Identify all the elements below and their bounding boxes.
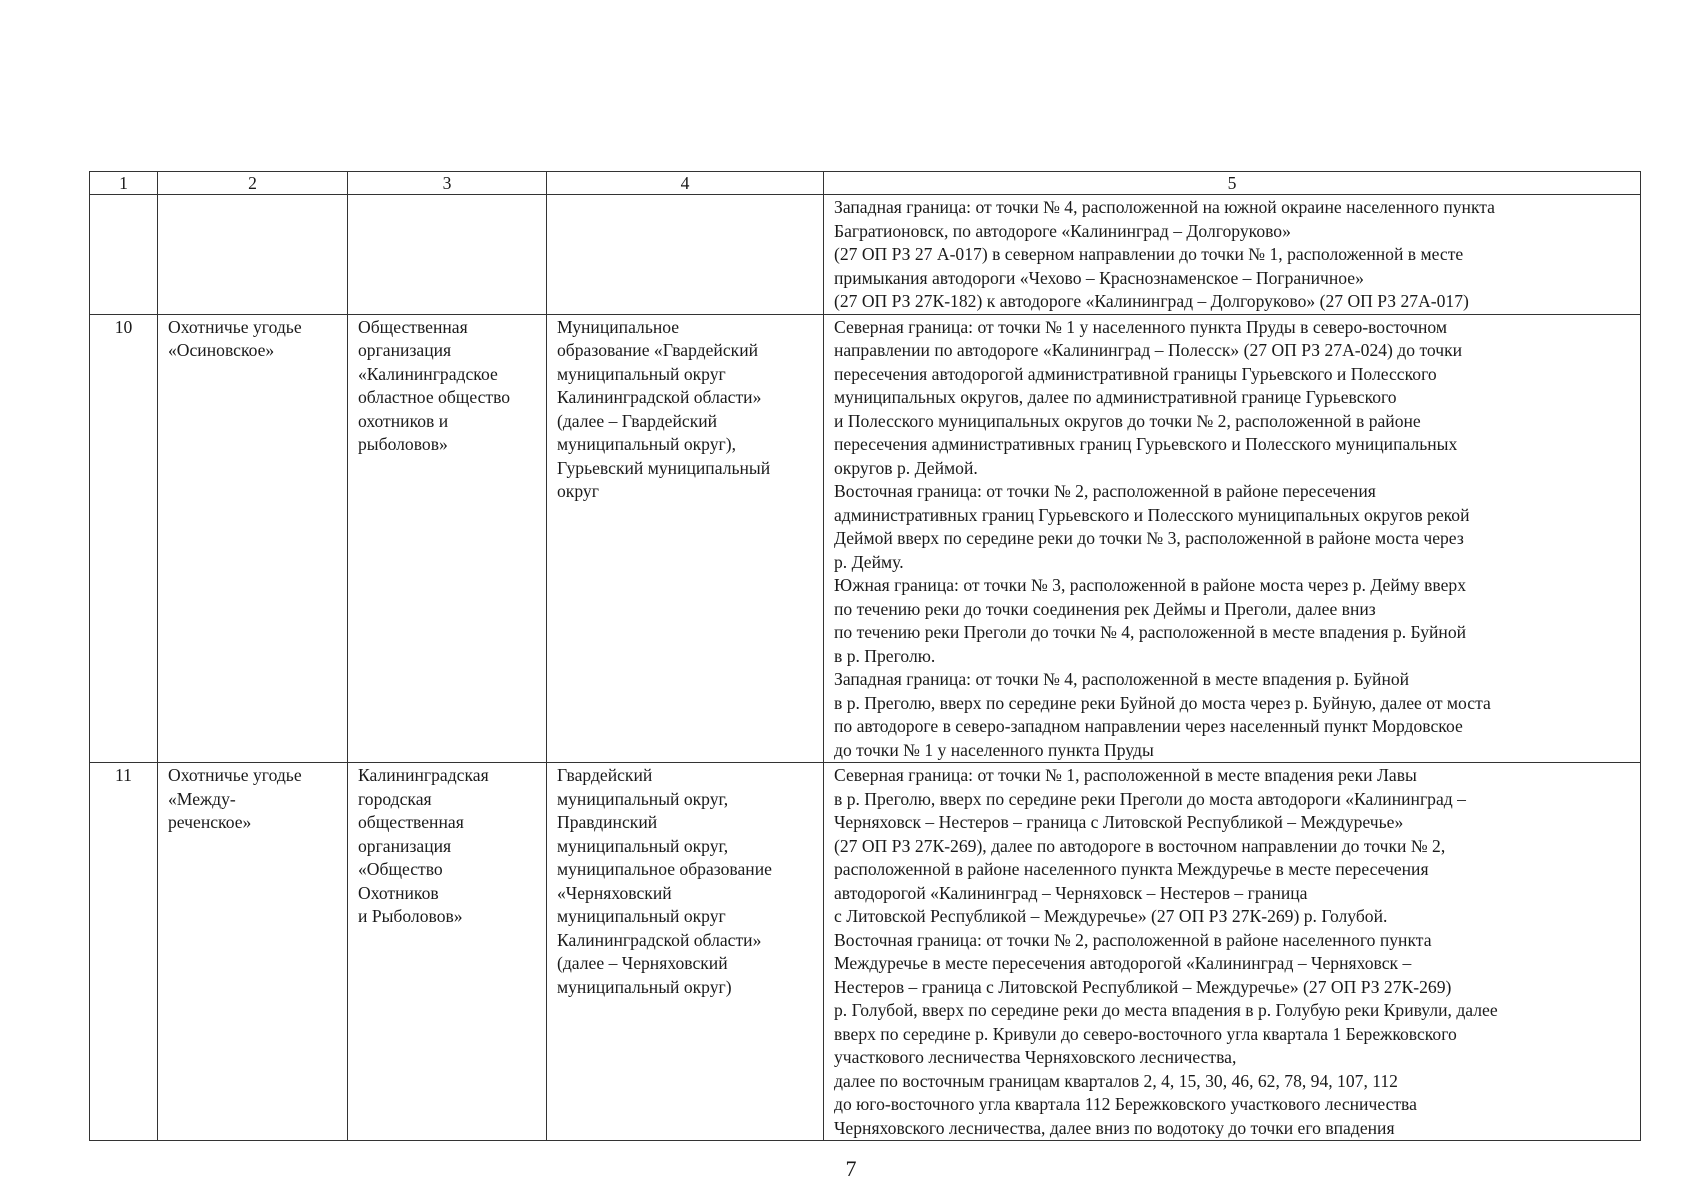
boundary-description-line: муниципальных округов, далее по административной границе Гурьевского <box>834 387 1397 407</box>
boundary-description-line: пересечения административных границ Гурьевского и Полесского муниципальных <box>834 434 1458 454</box>
boundary-description-line: Северная граница: от точки № 1 у населенного пункта Пруды в северо-восточном <box>834 316 1448 337</box>
municipality-line: Калининградской области» <box>557 929 762 950</box>
organization-name-line: «Калининградское <box>358 363 498 384</box>
boundary-description-line: (27 ОП РЗ 27К-182) к автодороге «Калининград – Долгоруково» (27 ОП РЗ 27А-017) <box>834 291 1469 311</box>
organization-name-line: рыболовов» <box>358 434 448 454</box>
organization-name-line: общественная <box>358 812 464 832</box>
boundary-description-line: по течению реки до точки соединения рек Деймы и Преголи, далее вниз <box>834 598 1376 619</box>
boundary-description-line: пересечения автодорогой административной границы Гурьевского и Полесского <box>834 363 1437 384</box>
table-row <box>90 195 1641 315</box>
boundary-description-line: Междуречье в месте пересечения автодорогой «Калининград – Черняховск – <box>834 953 1412 973</box>
hunting-ground-name-line: Охотничье угодье <box>168 316 302 337</box>
municipality-line: Муниципальное <box>557 316 680 337</box>
column-header-4: 4 <box>547 172 824 195</box>
municipality-line: муниципальное образование <box>557 859 772 879</box>
boundary-description-line: далее по восточным границам кварталов 2, 4, 15, 30, 46, 62, 78, 94, 107, 112 <box>834 1070 1398 1091</box>
hunting-ground-name-cell <box>158 763 348 1141</box>
municipality-line: муниципальный округ, <box>557 835 729 856</box>
boundary-description-line: до юго-восточного угла квартала 112 Бережковского участкового лесничества <box>834 1094 1417 1114</box>
boundary-description-line: Нестеров – граница с Литовской Республикой – Междуречье» (27 ОП РЗ 27К-269) <box>834 976 1452 997</box>
boundary-description-line: автодорогой «Калининград – Черняховск – Нестеров – граница <box>834 882 1308 903</box>
municipality-line: (далее – Черняховский <box>557 953 728 973</box>
organization-name-line: организация <box>358 835 452 856</box>
boundary-description-line: Деймой вверх по середине реки до точки № 3, расположенной в районе моста через <box>834 528 1464 548</box>
boundary-description-line: Северная граница: от точки № 1, расположенной в месте впадения реки Лавы <box>834 765 1417 785</box>
hunting-ground-name-line: «Между- <box>168 788 236 809</box>
municipality-cell <box>547 763 824 1141</box>
hunting-ground-name-line: «Осиновское» <box>168 340 275 360</box>
organization-name-line: городская <box>358 788 432 809</box>
boundary-description-line: по автодороге в северо-западном направлении через населенный пункт Мордовское <box>834 716 1463 736</box>
boundary-description-line: р. Голубой, вверх по середине реки до места впадения в р. Голубую реки Кривули, далее <box>834 1000 1498 1020</box>
hunting-grounds-table <box>89 171 1641 1141</box>
boundary-description-line: расположенной в районе населенного пункта Междуречье в месте пересечения <box>834 859 1429 879</box>
boundary-description-cell <box>824 763 1641 1141</box>
boundary-description-line: и Полесского муниципальных округов до точки № 2, расположенной в районе <box>834 410 1421 431</box>
boundary-description-line: Восточная граница: от точки № 2, расположенной в районе населенного пункта <box>834 929 1432 950</box>
municipality-line: «Черняховский <box>557 882 672 903</box>
organization-name-line: и Рыболовов» <box>358 906 463 926</box>
municipality-line: Калининградской области» <box>557 387 762 407</box>
organization-name-line: Калининградская <box>358 765 489 785</box>
boundary-description-line: Восточная граница: от точки № 2, расположенной в районе пересечения <box>834 481 1376 501</box>
table-header-row <box>90 172 1641 195</box>
table-row <box>90 763 1641 1141</box>
organization-name-cell <box>348 314 547 763</box>
organization-name-cell <box>348 763 547 1141</box>
boundary-description-line: округов р. Деймой. <box>834 457 978 478</box>
boundary-description-line: примыкания автодороги «Чехово – Краснознаменское – Пограничное» <box>834 267 1364 288</box>
municipality-line: Гурьевский муниципальный <box>557 457 771 478</box>
column-header-2: 2 <box>158 172 348 195</box>
boundary-description-cell <box>824 195 1641 315</box>
boundary-description-line: Багратионовск, по автодороге «Калининград – Долгоруково» <box>834 220 1291 241</box>
row-number: 11 <box>90 763 158 1141</box>
municipality-cell <box>547 195 824 315</box>
table-row <box>90 314 1641 763</box>
boundary-description-line: участкового лесничества Черняховского лесничества, <box>834 1047 1237 1067</box>
municipality-line: муниципальный округ, <box>557 788 729 809</box>
boundary-description-line: направлении по автодороге «Калининград – Полесск» (27 ОП РЗ 27А-024) до точки <box>834 340 1463 360</box>
boundary-description-line: до точки № 1 у населенного пункта Пруды <box>834 739 1154 760</box>
boundary-description-line: административных границ Гурьевского и Полесского муниципальных округов рекой <box>834 504 1470 525</box>
municipality-line: (далее – Гвардейский <box>557 410 718 431</box>
organization-name-line: Общественная <box>358 316 468 337</box>
organization-name-cell <box>348 195 547 315</box>
boundary-description-line: в р. Преголю, вверх по середине реки Буйной до моста через р. Буйную, далее от моста <box>834 692 1491 713</box>
organization-name-line: организация <box>358 340 452 360</box>
row-number: 10 <box>90 314 158 763</box>
boundary-description-line: Южная граница: от точки № 3, расположенной в районе моста через р. Дейму вверх <box>834 575 1467 595</box>
municipality-line: округ <box>557 481 599 501</box>
boundary-description-line: в р. Преголю. <box>834 645 936 666</box>
boundary-description-line: Западная граница: от точки № 4, расположенной в месте впадения р. Буйной <box>834 669 1410 689</box>
boundary-description-line: Западная граница: от точки № 4, расположенной на южной окраине населенного пункта <box>834 197 1495 217</box>
organization-name-line: областное общество <box>358 387 511 407</box>
hunting-ground-name-cell <box>158 195 348 315</box>
municipality-line: муниципальный округ <box>557 906 726 926</box>
hunting-ground-name-cell <box>158 314 348 763</box>
municipality-line: муниципальный округ), <box>557 434 737 454</box>
municipality-line: образование «Гвардейский <box>557 340 759 360</box>
hunting-ground-name-line: Охотничье угодье <box>168 765 302 785</box>
boundary-description-line: с Литовской Республикой – Междуречье» (27 ОП РЗ 27К-269) р. Голубой. <box>834 906 1388 926</box>
organization-name-line: охотников и <box>358 410 449 431</box>
boundary-description-line: (27 ОП РЗ 27 А-017) в северном направлении до точки № 1, расположенной в месте <box>834 244 1464 264</box>
municipality-line: Гвардейский <box>557 765 653 785</box>
hunting-ground-name-line: реченское» <box>168 812 252 832</box>
municipality-cell <box>547 314 824 763</box>
municipality-line: муниципальный округ) <box>557 976 732 997</box>
column-header-5: 5 <box>824 172 1641 195</box>
boundary-description-line: р. Дейму. <box>834 551 904 572</box>
column-header-1: 1 <box>90 172 158 195</box>
boundary-description-line: вверх по середине р. Кривули до северо-восточного угла квартала 1 Бережковского <box>834 1023 1457 1044</box>
boundary-description-cell <box>824 314 1641 763</box>
municipality-line: муниципальный округ <box>557 363 726 384</box>
boundary-description-line: (27 ОП РЗ 27К-269), далее по автодороге в восточном направлении до точки № 2, <box>834 835 1446 856</box>
boundary-description-line: Черняховского лесничества, далее вниз по водотоку до точки его впадения <box>834 1117 1395 1138</box>
boundary-description-line: по течению реки Преголи до точки № 4, расположенной в месте впадения р. Буйной <box>834 622 1467 642</box>
boundary-description-line: в р. Преголю, вверх по середине реки Преголи до моста автодороги «Калининград – <box>834 788 1466 809</box>
municipality-line: Правдинский <box>557 812 658 832</box>
organization-name-line: «Общество <box>358 859 443 879</box>
row-number <box>90 195 158 315</box>
boundary-description-line: Черняховск – Нестеров – граница с Литовской Республикой – Междуречье» <box>834 812 1404 832</box>
organization-name-line: Охотников <box>358 882 439 903</box>
column-header-3: 3 <box>348 172 547 195</box>
page-number: 7 <box>845 1156 857 1181</box>
